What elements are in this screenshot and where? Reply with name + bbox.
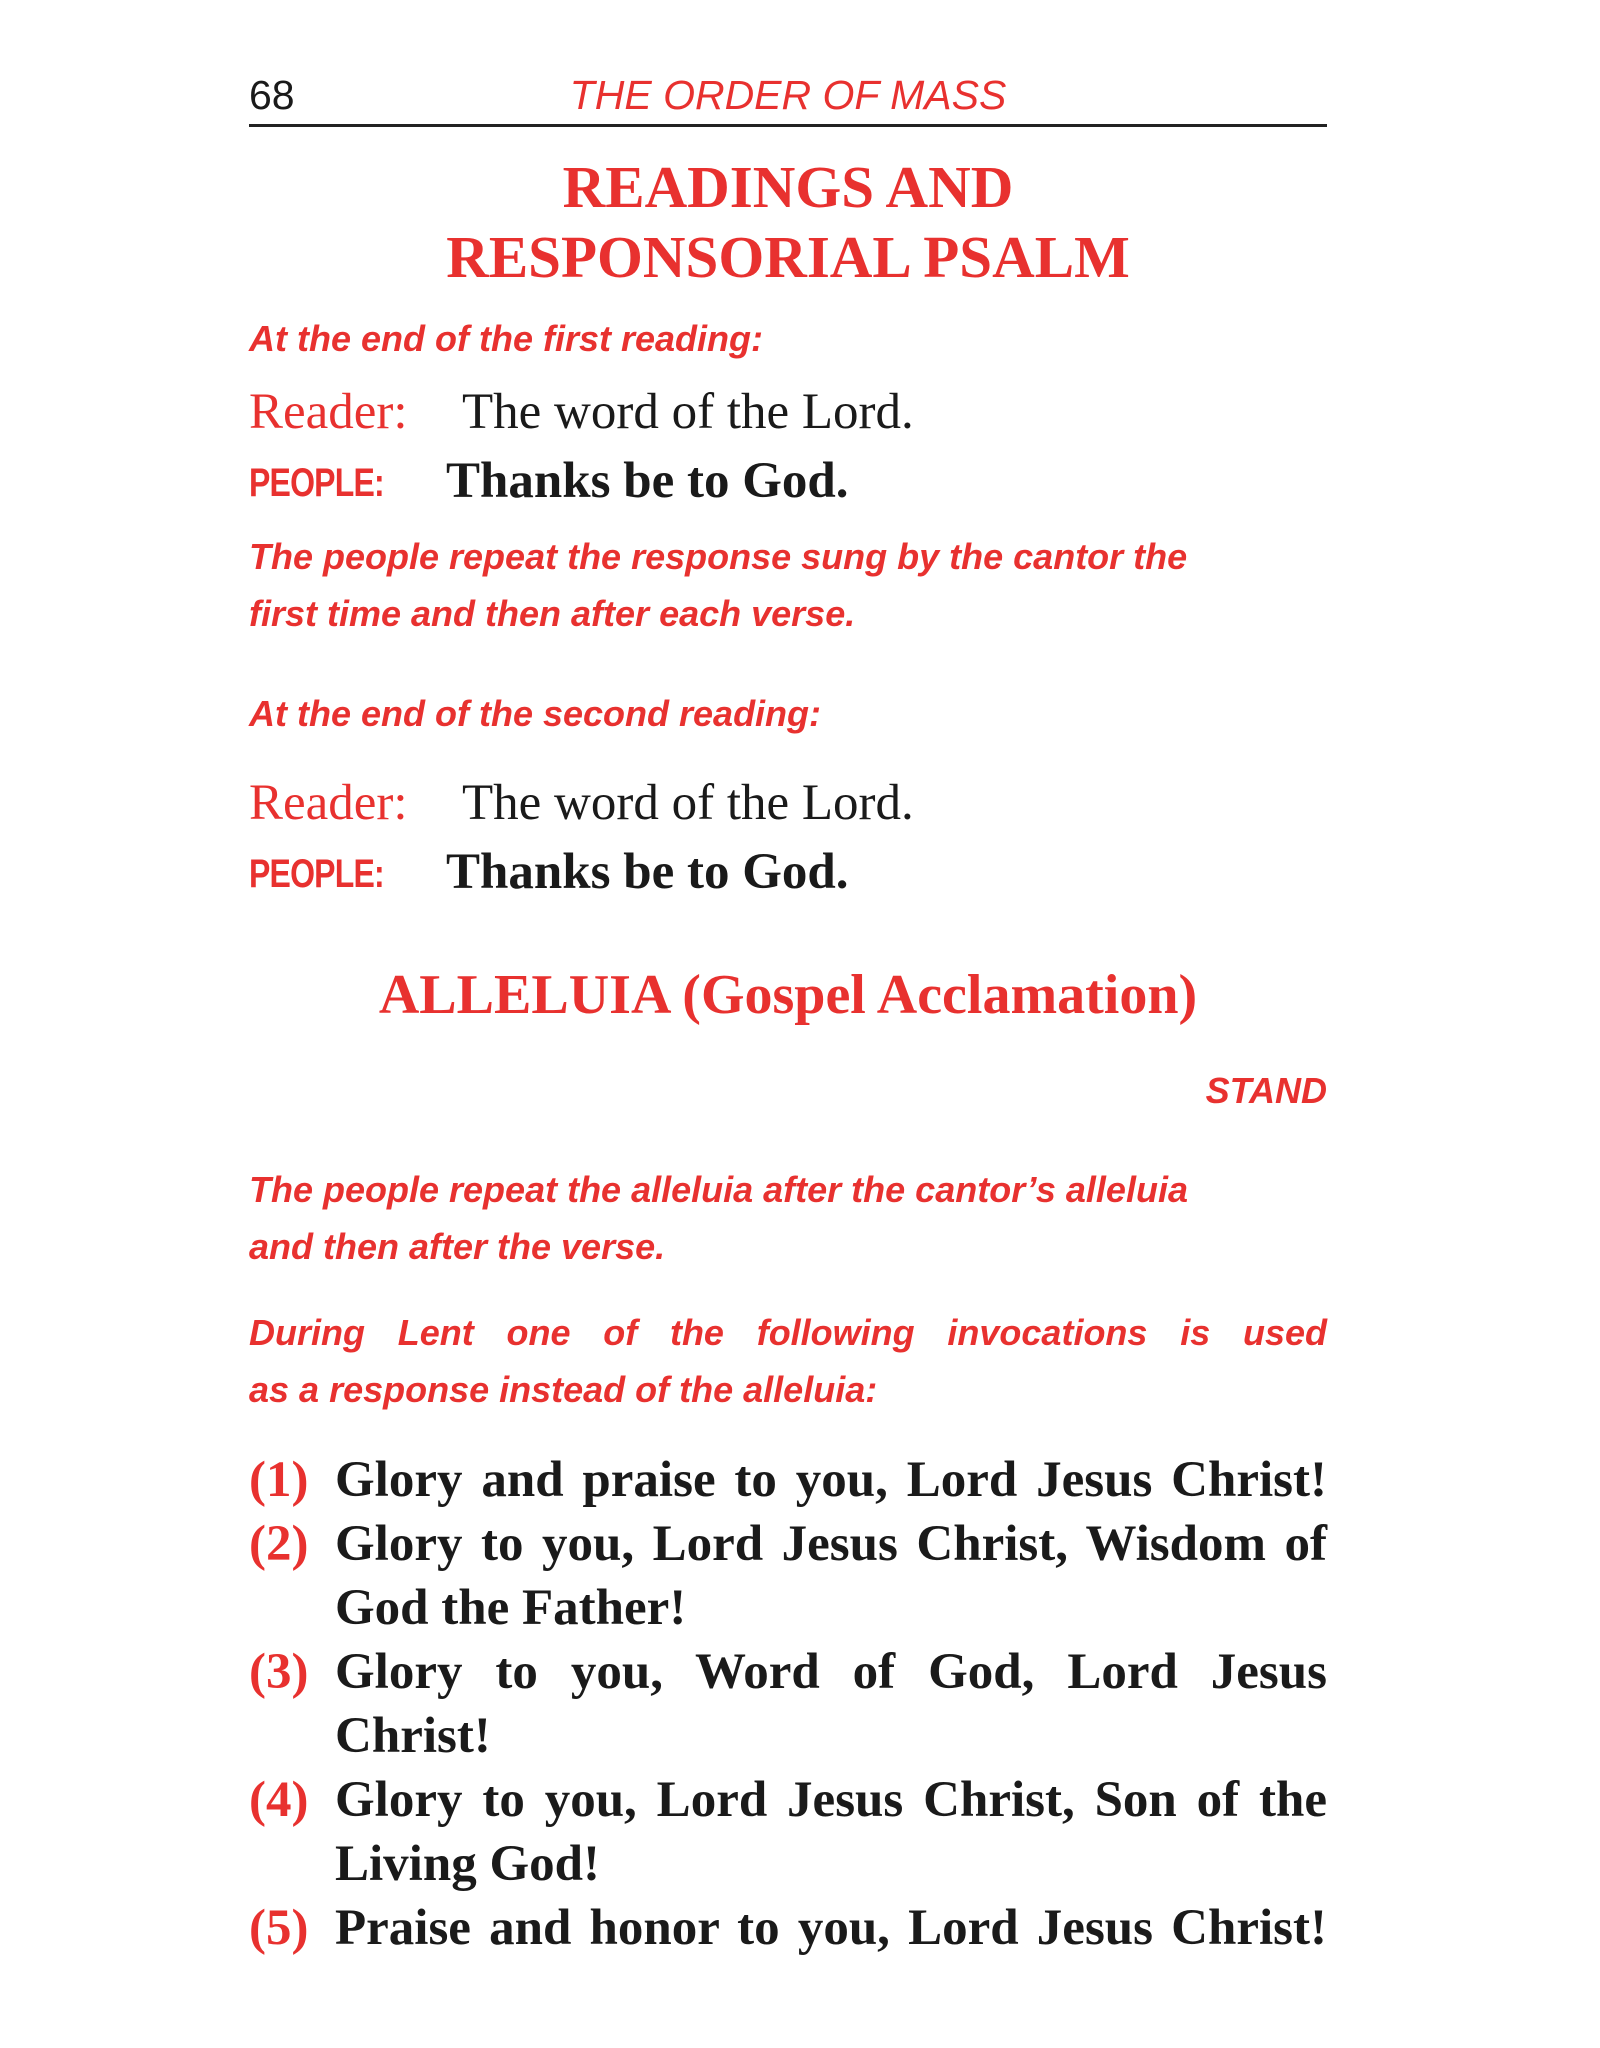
people-response: Thanks be to God. <box>446 453 849 509</box>
people-response: Thanks be to God. <box>446 844 849 900</box>
invocation-item <box>249 1448 1327 1512</box>
invocation-text: Praise and honor to you, Lord Jesus Christ! <box>335 1900 1327 1956</box>
reader-line <box>249 380 1327 444</box>
page-number: 68 <box>249 72 295 118</box>
invocation-text: Glory to you, Word of God, Lord Jesus Christ! <box>335 1644 1327 1764</box>
invocation-number: (1) <box>249 1452 309 1508</box>
invocation-text: Glory and praise to you, Lord Jesus Christ! <box>335 1452 1327 1508</box>
invocation-item <box>249 1640 1327 1768</box>
section-title-readings <box>249 152 1327 292</box>
reader-text: The word of the Lord. <box>462 384 914 440</box>
invocation-number: (5) <box>249 1900 309 1956</box>
invocation-item <box>249 1768 1327 1896</box>
section-title-line: RESPONSORIAL PSALM <box>446 224 1130 290</box>
invocation-item <box>249 1896 1327 1960</box>
rubric-first-reading: At the end of the first reading: <box>249 318 764 359</box>
rubric-second-reading: At the end of the second reading: <box>249 693 822 734</box>
rubric-alleluia-instruction <box>249 1161 1327 1275</box>
rubric-line: and then after the verse. <box>249 1226 666 1267</box>
reader-text: The word of the Lord. <box>462 775 914 831</box>
invocation-text: Glory to you, Lord Jesus Christ, Son of the Living God! <box>335 1772 1327 1892</box>
running-title: THE ORDER OF MASS <box>569 72 1007 118</box>
reader-label: Reader: <box>249 384 408 440</box>
rubric-line: The people repeat the response sung by the cantor the <box>249 536 1188 577</box>
page-header <box>249 70 1327 127</box>
reader-line <box>249 771 1327 835</box>
rubric-line: During Lent one of the following invocations is used <box>249 1312 1327 1353</box>
people-label: PEOPLE: <box>249 461 384 505</box>
rubric-line: first time and then after each verse. <box>249 593 856 634</box>
invocation-number: (4) <box>249 1772 309 1828</box>
rubric-line: as a response instead of the alleluia: <box>249 1369 878 1410</box>
posture-instruction: STAND <box>1205 1070 1327 1111</box>
rubric-psalm-instruction <box>249 528 1327 642</box>
people-label: PEOPLE: <box>249 852 384 896</box>
invocation-text: Glory to you, Lord Jesus Christ, Wisdom of God the Father! <box>335 1516 1327 1636</box>
invocation-number: (3) <box>249 1644 309 1700</box>
people-line <box>249 840 1327 904</box>
section-title-alleluia: ALLELUIA (Gospel Acclamation) <box>378 964 1198 1026</box>
rubric-line: The people repeat the alleluia after the cantor’s alleluia <box>249 1169 1188 1210</box>
reader-label: Reader: <box>249 775 408 831</box>
section-title-line: READINGS AND <box>562 154 1014 220</box>
invocation-number: (2) <box>249 1516 309 1572</box>
people-line <box>249 449 1327 513</box>
invocation-item <box>249 1512 1327 1640</box>
rubric-lent-instruction <box>249 1304 1327 1418</box>
lenten-invocations-list <box>249 1448 1327 1960</box>
